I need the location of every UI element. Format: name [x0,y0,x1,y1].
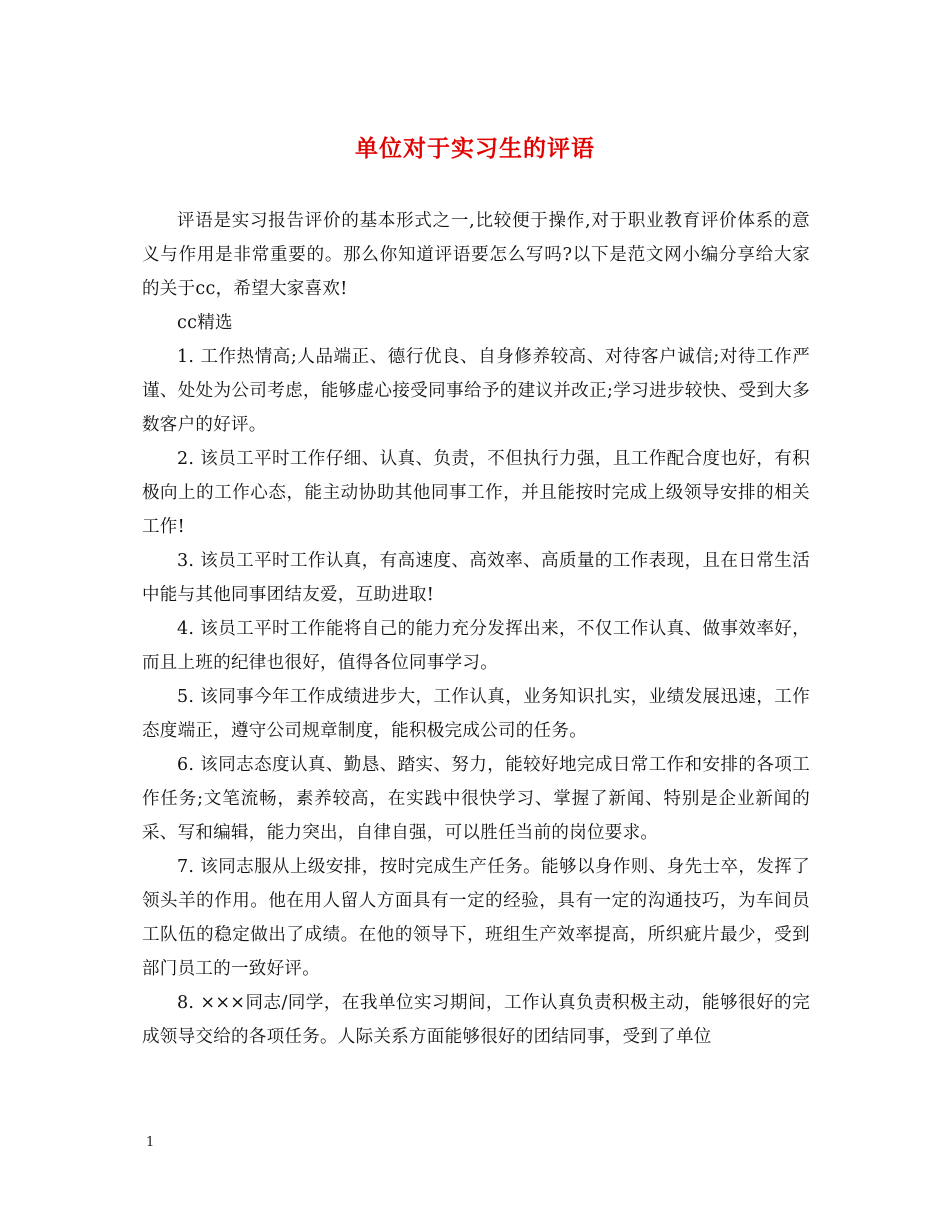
section-heading: cc精选 [177,313,233,333]
intro-paragraph: 评语是实习报告评价的基本形式之一,比较便于操作,对于职业教育评价体系的意义与作用是非常重要的。那么你知道评语要怎么写吗?以下是范文网小编分享给大家的关于cc，希望大家喜欢! [142,211,810,299]
comment-item-1: 1. 工作热情高;人品端正、德行优良、自身修养较高、对待客户诚信;对待工作严谨、处处为公司考虑，能够虚心接受同事给予的建议并改正;学习进步较快、受到大多数客户的好评。 [142,347,810,435]
comment-item-4: 4. 该员工平时工作能将自己的能力充分发挥出来，不仅工作认真、做事效率好，而且上班的纪律也很好，值得各位同事学习。 [142,619,810,673]
comment-item-6: 6. 该同志态度认真、勤恳、踏实、努力，能较好地完成日常工作和安排的各项工作任务;文笔流畅，素养较高，在实践中很快学习、掌握了新闻、特别是企业新闻的采、写和编辑，能力突出，自律自强，可以胜任当前的岗位要求。 [142,755,810,843]
comment-item-3: 3. 该员工平时工作认真，有高速度、高效率、高质量的工作表现，且在日常生活中能与其他同事团结友爱，互助进取! [142,551,810,605]
document-body [142,204,810,1054]
comment-item-5: 5. 该同事今年工作成绩进步大，工作认真，业务知识扎实，业绩发展迅速，工作态度端正，遵守公司规章制度，能积极完成公司的任务。 [142,687,810,741]
comment-item-2: 2. 该员工平时工作仔细、认真、负责，不但执行力强，且工作配合度也好，有积极向上的工作心态，能主动协助其他同事工作，并且能按时完成上级领导安排的相关工作! [142,449,810,537]
comment-item-7: 7. 该同志服从上级安排，按时完成生产任务。能够以身作则、身先士卒，发挥了领头羊的作用。他在用人留人方面具有一定的经验，具有一定的沟通技巧，为车间员工队伍的稳定做出了成绩。在他的领导下，班组生产效率提高，所织疵片最少，受到部门员工的一致好评。 [142,857,810,979]
comment-item-8: 8. ×××同志/同学，在我单位实习期间，工作认真负责积极主动，能够很好的完成领导交给的各项任务。人际关系方面能够很好的团结同事，受到了单位 [142,993,810,1047]
page-number: 1 [146,1135,155,1150]
document-title: 单位对于实习生的评语 [355,136,595,162]
